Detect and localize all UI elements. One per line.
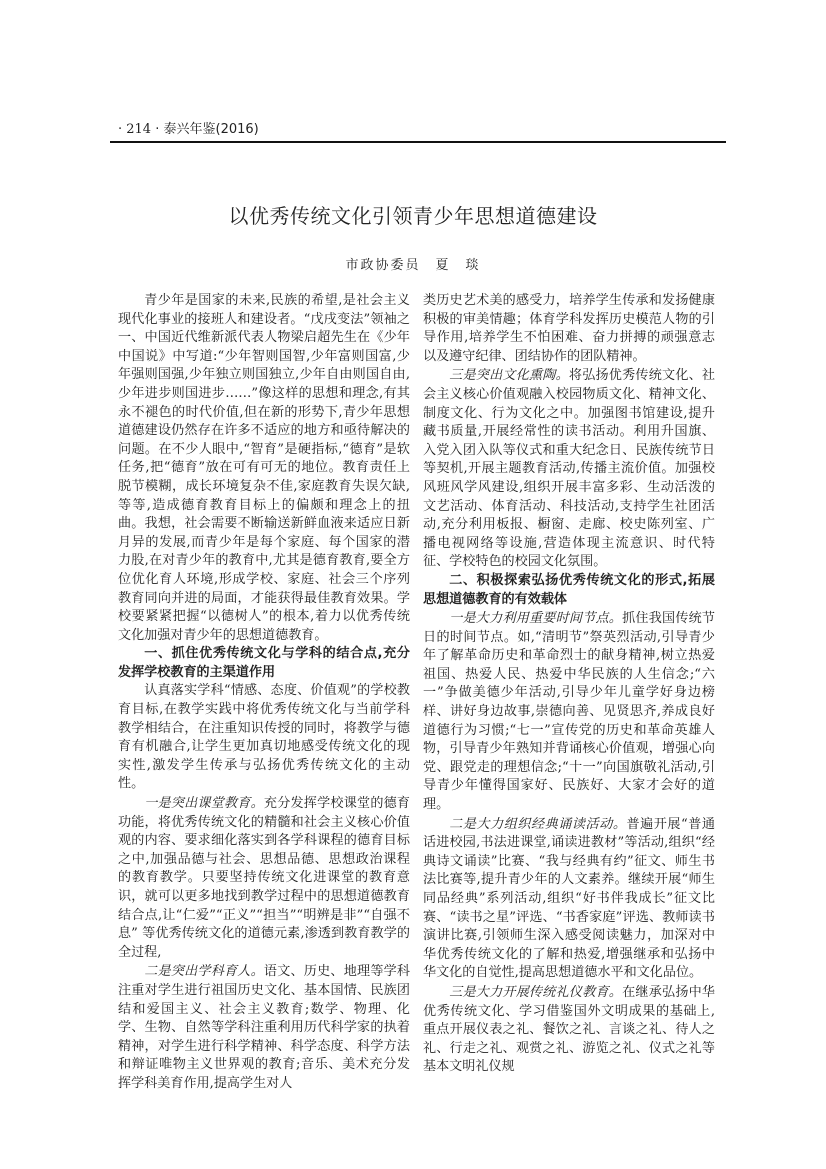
paragraph <box>423 609 715 815</box>
book-title: 泰兴年鉴(2016) <box>163 122 259 137</box>
page-number: 214 <box>126 122 152 137</box>
paragraph-lead: 二是突出学科育人。 <box>144 963 264 979</box>
paragraph-body: 抓住我国传统节日的时间节点。如,“清明节”祭英烈活动,引导青少年了解革命历史和革命烈士的献身精神,树立热爱祖国、热爱人民、热爱中华民族的人生信念;“六一”争做美德少年活动,引导少年儿童学好身边榜样、讲好身边故事,崇德向善、见贤思齐,养成良好道德行为习惯;“七一”宣传党的历史和革命英雄人物，引导青少年熟知并背诵核心价值观，增强心向党、跟党走的理想信念;“十一”向国旗敬礼活动,引导青少年懂得国家好、民族好、大家才会好的道理。 <box>423 611 716 813</box>
paragraph-lead: 三是大力开展传统礼仪教育。 <box>449 983 623 999</box>
left-column <box>118 292 410 1094</box>
paragraph: 认真落实学科“情感、态度、价值观”的学校教育目标,在教学实践中将优秀传统文化与当前学科教学相结合，在注重知识传授的同时，将教学与德育有机融合,让学生更加真切地感受传统文化的现实性,激发学生传承与弘扬优秀传统文化的主动性。 <box>118 683 410 792</box>
paragraph-body: 将弘扬优秀传统文化、社会主义核心价值观融入校园物质文化、精神文化、制度文化、行为文化之中。加强图书馆建设,提升藏书质量,开展经常性的读书活动。利用升国旗、入党入团入队等仪式和重大纪念日、民族传统节日等契机,开展主题教育活动,传播主流价值。加强校风班风学风建设,组织开展丰富多彩、生动活泼的文艺活动、体育活动、科技活动,支持学生社团活动,充分利用板报、橱窗、走廊、校史陈列室、广播电视网络等设施,营造体现主流意识、时代特征、学校特色的校园文化氛围。 <box>423 368 716 570</box>
paragraph-continued: 类历史艺术美的感受力，培养学生传承和发扬健康积极的审美情趣；体育学科发挥历史模范人物的引导作用,培养学生不怕困难、奋力拼搏的顽强意志以及遵守纪律、团结协作的团队精神。 <box>423 293 715 364</box>
paragraph <box>423 366 715 572</box>
paragraph <box>118 962 410 1093</box>
paragraph-lead: 三是突出文化熏陶。 <box>449 367 569 383</box>
paragraph-body: 语文、历史、地理等学科注重对学生进行祖国历史文化、基本国情、民族团结和爱国主义、社会主义教育;数学、物理、化学、生物、自然等学科注重利用历代科学家的执着精神，对学生进行科学精神、科学态度、科学方法和辩证唯物主义世界观的教育;音乐、美术充分发挥学科美育作用,提高学生对人 <box>118 964 411 1091</box>
paragraph-body: 在继承弘扬中华优秀传统文化、学习借鉴国外文明成果的基础上,重点开展仪表之礼、餐饮之礼、言谈之礼、待人之礼、行走之礼、观赏之礼、游览之礼、仪式之礼等基本文明礼仪规 <box>423 984 716 1075</box>
paragraph-lead: 一是突出课堂教育。 <box>144 795 264 811</box>
running-header: · 214 · 泰兴年鉴(2016) <box>118 122 259 137</box>
paragraph: 青少年是国家的未来,民族的希望,是社会主义现代化事业的接班人和建设者。“戊戌变法”领袖之一、中国近代维新派代表人物梁启超先生在《少年中国说》中写道:“少年智则国智,少年富则国富,少年强则国强,少年独立则国独立,少年自由则国自由,少年进步则国进步……”像这样的思想和理念,有其永不褪色的时代价值,但在新的形势下,青少年思想道德建设仍然存在许多不适应的地方和亟待解决的问题。在不少人眼中,“智育”是硬指标,“德育”是软任务,把“德育”放在可有可无的地位。教育责任上脱节模糊，成长环境复杂不佳,家庭教育失误欠缺,等等,造成德育教育目标上的偏颇和理念上的扭曲。我想，社会需要不断输送新鲜血液来适应日新月异的发展,而青少年是每个家庭、每个国家的潜力股,在对青少年的教育中,尤其是德育教育,要全方位优化育人环境,形成学校、家庭、社会三个序列教育同向并进的局面，才能获得最佳教育效果。学校要紧紧把握“以德树人”的根本,着力以优秀传统文化加强对青少年的思想道德教育。 <box>118 293 410 643</box>
paragraph <box>423 815 715 983</box>
article-title: 以优秀传统文化引领青少年思想道德建设 <box>228 204 598 228</box>
paragraph-body: 普遍开展“普通话进校园,书法进课堂,诵读进教材”等活动,组织“经典诗文诵读”比赛、“我与经典有约”征文、师生书法比赛等,提升青少年的人文素养。继续开展“师生同品经典”系列活动,组织“好书伴我成长”征文比赛、“读书之星”评选、“书香家庭”评选、教师读书演讲比赛,引领师生深入感受阅读魅力，加深对中华优秀传统文化的了解和热爱,增强继承和弘扬中华文化的自觉性,提高思想道德水平和文化品位。 <box>423 816 716 981</box>
article-author: 市政协委员 夏 琰 <box>345 258 481 273</box>
paragraph <box>118 794 410 962</box>
section-heading: 一、抓住优秀传统文化与学科的结合点,充分发挥学校教育的主渠道作用 <box>118 646 410 680</box>
header-rule <box>110 141 726 143</box>
paragraph <box>423 983 715 1077</box>
paragraph-lead: 二是大力组织经典诵读活动。 <box>449 815 627 831</box>
paragraph-lead: 一是大力利用重要时间节点。 <box>449 610 623 626</box>
right-column <box>423 292 715 1077</box>
paragraph-body: 充分发挥学校课堂的德育功能，将优秀传统文化的精髓和社会主义核心价值观的内容、要求细化落实到各学科课程的德育目标之中,加强品德与社会、思想品德、思想政治课程的教育教学。只要坚持传统文化进课堂的教育意识，就可以更多地找到教学过程中的思想道德教育结合点,让“仁爱”“正义”“担当”“明辨是非”“自强不息” 等优秀传统文化的道德元素,渗透到教育教学的全过程, <box>118 796 411 960</box>
section-heading: 二、积极探索弘扬优秀传统文化的形式,拓展思想道德教育的有效载体 <box>423 572 715 607</box>
